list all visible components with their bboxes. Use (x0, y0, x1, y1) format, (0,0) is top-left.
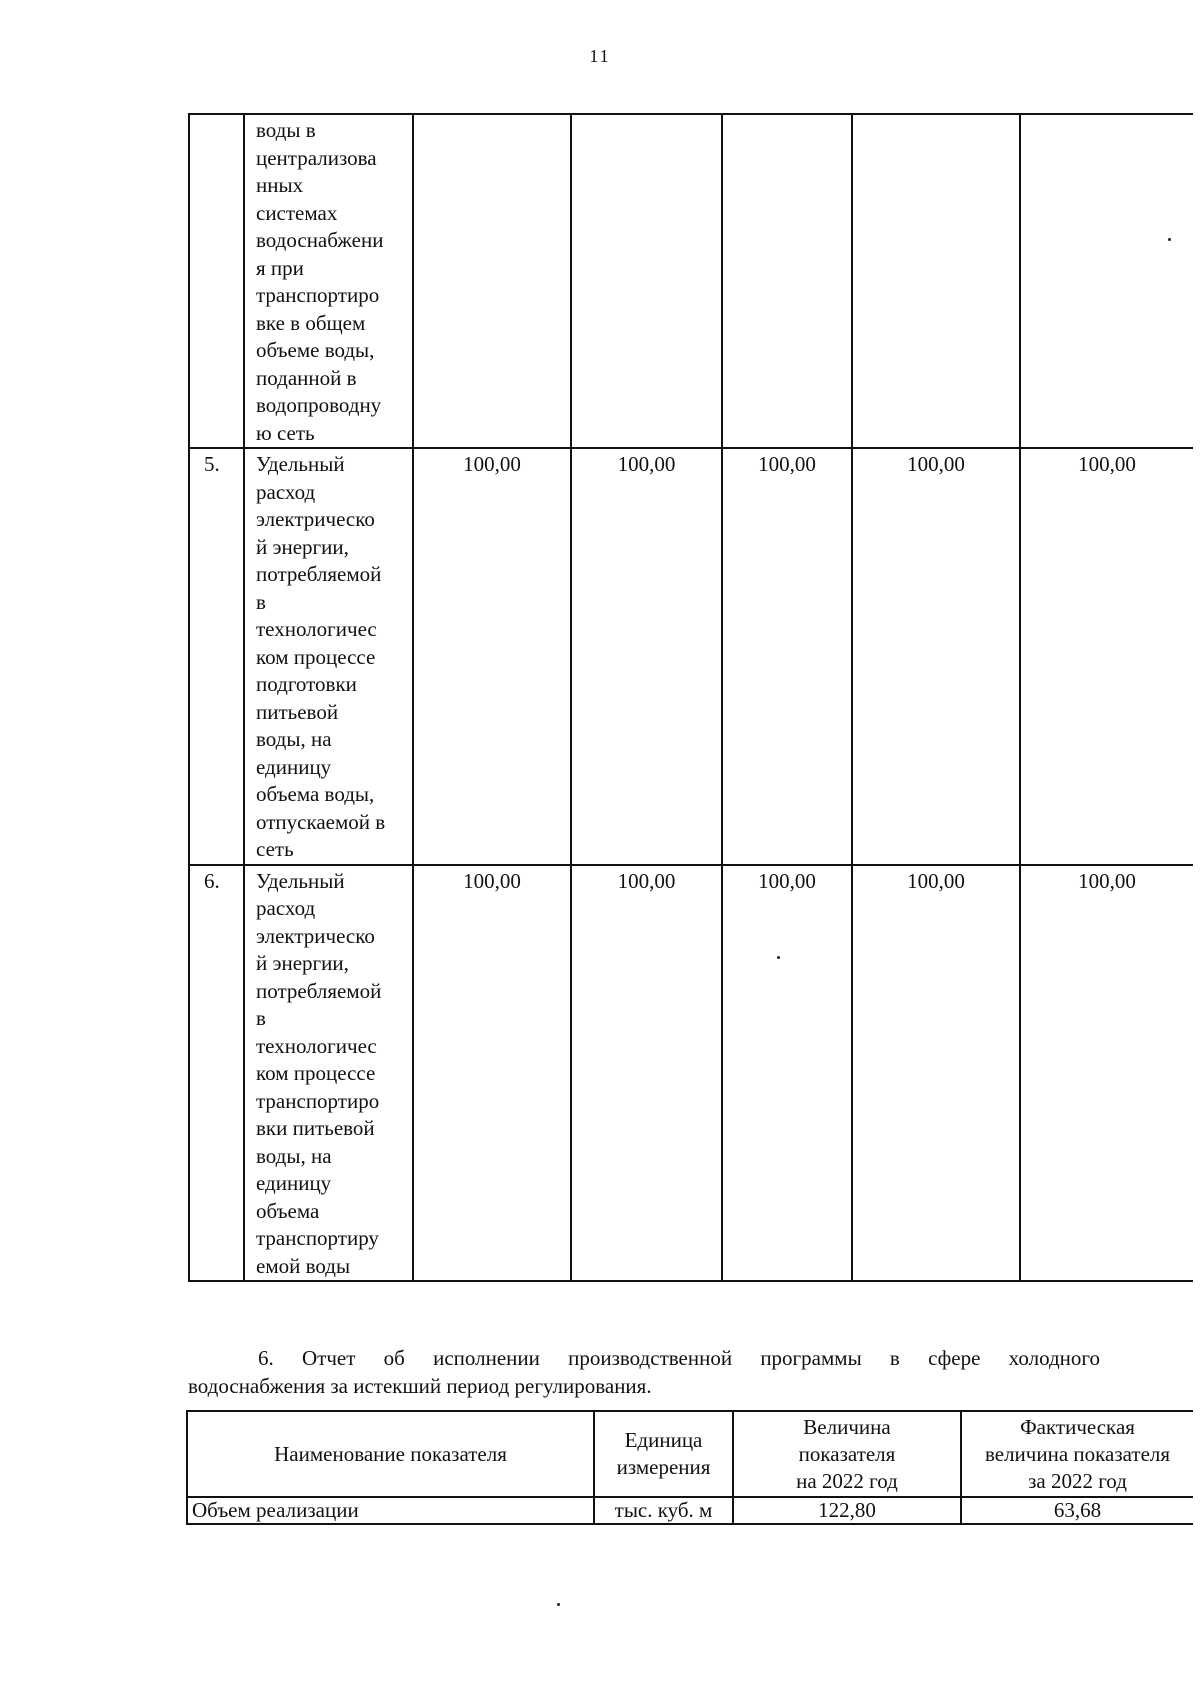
indicator-name-line: транспортиро (256, 1088, 380, 1113)
report-header-line: показателя (798, 1441, 896, 1466)
indicator-value (571, 114, 722, 448)
indicator-name-line: технологичес (256, 617, 377, 641)
indicator-name-line: объема воды, (256, 782, 375, 806)
indicator-name (244, 448, 413, 865)
indicator-name-line: й энергии, (256, 951, 349, 975)
indicator-value: 100,00 (413, 448, 571, 865)
section-heading-line-1: 6. Отчет об исполнении производственной программы в сфере холодного (258, 1346, 1100, 1370)
scan-speck (557, 1603, 560, 1606)
indicator-value (1020, 114, 1193, 448)
indicator-value: 100,00 (852, 448, 1020, 865)
indicator-row (189, 448, 1193, 865)
scan-speck (1168, 238, 1171, 241)
indicator-name-line: объеме воды, (256, 338, 375, 362)
report-header-line: за 2022 год (1028, 1468, 1127, 1493)
indicator-name-line: системах (256, 200, 338, 225)
indicator-name-line: ком процессе (256, 644, 376, 669)
report-cell: 122,80 (733, 1497, 961, 1524)
indicator-name-line: расход (256, 479, 316, 504)
section-heading-line-2: водоснабжения за истекший период регулирования. (188, 1374, 652, 1398)
indicator-name-line: ю сеть (256, 420, 315, 445)
indicator-name-line: транспортиро (256, 283, 380, 307)
indicator-row (189, 114, 1193, 448)
row-number: 6. (189, 865, 244, 1282)
indicator-name-line: электрическо (256, 507, 375, 531)
report-header-line: Фактическая (1020, 1414, 1135, 1439)
report-cell: Объем реализации (187, 1497, 594, 1524)
indicator-name-line: расход (256, 896, 316, 920)
indicator-name-line: потребляемой (256, 978, 382, 1003)
indicator-name-line: питьевой (256, 699, 339, 724)
report-header-cell (733, 1411, 961, 1497)
indicator-name-line: в (256, 589, 266, 614)
report-header-line: Наименование показателя (274, 1441, 507, 1466)
row-number (189, 114, 244, 448)
indicator-value: 100,00 (1020, 865, 1193, 1282)
indicator-name-line: Удельный (256, 452, 345, 476)
report-header-cell (594, 1411, 733, 1497)
indicator-value (413, 114, 571, 448)
indicator-name-line: ком процессе (256, 1061, 376, 1085)
indicator-name-line: технологичес (256, 1033, 377, 1058)
indicator-name-line: вке в общем (256, 310, 366, 335)
indicator-name-line: Удельный (256, 868, 345, 893)
indicator-name (244, 114, 413, 448)
indicator-value: 100,00 (722, 448, 852, 865)
indicator-value: 100,00 (1020, 448, 1193, 865)
indicator-name-line: отпускаемой в (256, 809, 386, 834)
report-cell: 63,68 (961, 1497, 1193, 1524)
indicator-name-line: й энергии, (256, 534, 349, 559)
report-row (187, 1497, 1193, 1524)
indicator-value (722, 114, 852, 448)
indicator-name-line: воды, на (256, 1143, 332, 1168)
indicator-name-line: воды в (256, 118, 316, 142)
indicator-name-line: я при (256, 255, 304, 280)
indicator-name-line: водопроводну (256, 393, 382, 417)
indicator-name-line: объема (256, 1198, 320, 1223)
indicator-name-line: подготовки (256, 672, 357, 696)
indicator-value: 100,00 (722, 865, 852, 1282)
report-header-line: на 2022 год (796, 1468, 898, 1493)
page-number: 11 (589, 46, 611, 66)
report-cell: тыс. куб. м (594, 1497, 733, 1524)
indicator-name-line: воды, на (256, 727, 332, 751)
indicator-value: 100,00 (571, 865, 722, 1282)
scan-speck (777, 956, 780, 959)
indicator-name-line: потребляемой (256, 562, 382, 586)
indicator-name-line: поданной в (256, 365, 357, 390)
indicator-name-line: электрическо (256, 923, 375, 948)
report-header-line: Единица (624, 1428, 703, 1452)
indicator-name (244, 865, 413, 1282)
indicator-name-line: сеть (256, 837, 294, 861)
indicator-name-line: в (256, 1006, 266, 1030)
indicator-row (189, 865, 1193, 1282)
section-heading (188, 1344, 1100, 1400)
indicator-name-line: нных (256, 173, 304, 197)
indicator-name-line: транспортиру (256, 1226, 379, 1250)
row-number: 5. (189, 448, 244, 865)
indicator-value: 100,00 (571, 448, 722, 865)
report-header-cell (961, 1411, 1193, 1497)
indicator-value: 100,00 (852, 865, 1020, 1282)
report-header-line: измерения (616, 1455, 711, 1479)
report-table (186, 1410, 1193, 1525)
indicator-value (852, 114, 1020, 448)
indicators-table (188, 113, 1193, 1282)
indicator-name-line: единицу (256, 1171, 332, 1195)
indicator-name-line: централизова (256, 145, 377, 170)
indicator-value: 100,00 (413, 865, 571, 1282)
indicator-name-line: водоснабжени (256, 228, 384, 252)
report-header-cell (187, 1411, 594, 1497)
indicator-name-line: емой воды (256, 1253, 351, 1278)
indicator-name-line: единицу (256, 754, 332, 779)
report-header-line: Величина (803, 1414, 891, 1439)
indicator-name-line: вки питьевой (256, 1116, 375, 1140)
report-header-line: величина показателя (984, 1441, 1171, 1466)
